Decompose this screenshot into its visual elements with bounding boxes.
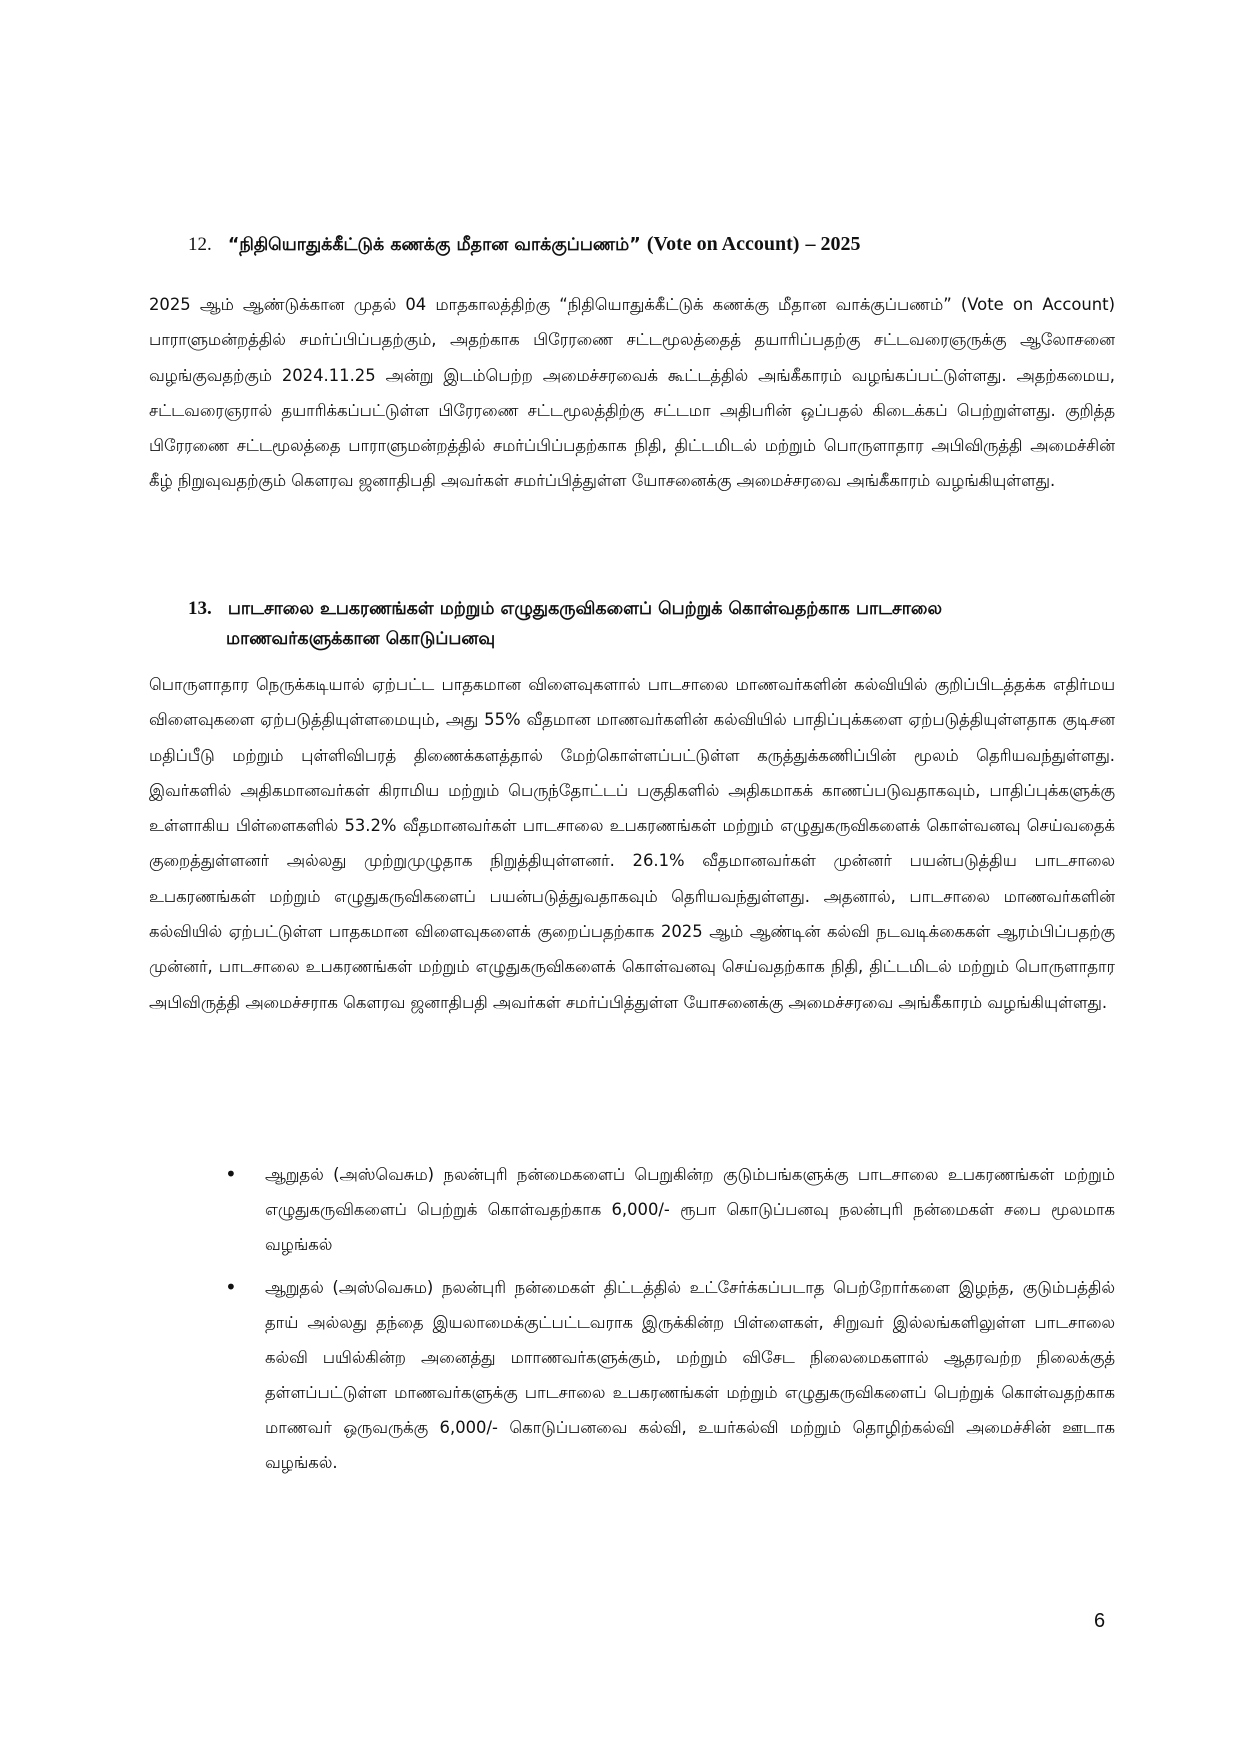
section-12-heading <box>188 229 861 260</box>
list-item <box>225 1270 1115 1480</box>
list-item-text: ஆறுதல் (அஸ்வெசும) நலன்புரி நன்மைகளைப் பெறுகின்ற குடும்பங்களுக்கு பாடசாலை உபகரணங்கள் மற்றும் எழுதுகருவிகளைப் பெற்றுக் கொள்வதற்காக 6,000/- ரூபா கொடுப்பனவு நலன்புரி நன்மைகள் சபை மூலமாக வழங்கல் <box>265 1165 1115 1254</box>
section-12-number: 12. <box>188 234 212 255</box>
page-number: 6 <box>1094 1610 1106 1632</box>
section-12-title-tamil: “நிதியொதுக்கீட்டுக் கணக்கு மீதான வாக்குப்பணம்” <box>227 235 641 255</box>
section-13-heading <box>188 594 1124 654</box>
list-item-text: ஆறுதல் (அஸ்வெசும) நலன்புரி நன்மைகள் திட்டத்தில் உட்சேர்க்கப்படாத பெற்றோர்களை இழந்த, குடும்பத்தில் தாய் அல்லது தந்தை இயலாமைக்குட்பட்டவராக இருக்கின்ற பிள்ளைகள், சிறுவர் இல்லங்களிலுள்ள பாடசாலை கல்வி பயில்கின்ற அனைத்து மாாணவர்களுக்கும், மற்றும் விசேட நிலைமைகளால் ஆதரவற்ற நிலைக்குத் தள்ளப்பட்டுள்ள மாணவர்களுக்கு பாடசாலை உபகரணங்கள் மற்றும் எழுதுகருவிகளைப் பெற்றுக் கொள்வதற்காக மாணவர் ஒருவருக்கு 6,000/- கொடுப்பனவை கல்வி, உயர்கல்வி மற்றும் தொழிற்கல்வி அமைச்சின் ஊடாக வழங்கல். <box>265 1278 1115 1472</box>
section-12-title-english: (Vote on Account) <box>646 233 800 255</box>
bullet-icon: • <box>225 1275 237 1299</box>
list-item <box>225 1157 1115 1262</box>
section-13-bullet-list <box>225 1157 1115 1488</box>
section-13-number: 13. <box>188 598 212 619</box>
bullet-icon: • <box>225 1162 237 1186</box>
section-12-paragraph: 2025 ஆம் ஆண்டுக்கான முதல் 04 மாதகாலத்திற்கு “நிதியொதுக்கீட்டுக் கணக்கு மீதான வாக்குப்பணம்” (Vote on Account) பாராளுமன்றத்தில் சமர்ப்பிப்பதற்கும், அதற்காக பிரேரணை சட்டமூலத்தைத் தயாரிப்பதற்கு சட்டவரைஞருக்கு ஆலோசனை வழங்குவதற்கும் 2024.11.25 அன்று இடம்பெற்ற அமைச்சரவைக் கூட்டத்தில் அங்கீகாரம் வழங்கப்பட்டுள்ளது. அதற்கமைய, சட்டவரைஞரால் தயாரிக்கப்பட்டுள்ள பிரேரணை சட்டமூலத்திற்கு சட்டமா அதிபரின் ஒப்பதல் கிடைக்கப் பெற்றுள்ளது. குறித்த பிரேரணை சட்டமூலத்தை பாராளுமன்றத்தில் சமர்ப்பிப்பதற்காக நிதி, திட்டமிடல் மற்றும் பொருளாதார அபிவிருத்தி அமைச்சின் கீழ் நிறுவுவதற்கும் கௌரவ ஜனாதிபதி அவர்கள் சமர்ப்பித்துள்ள யோசனைக்கு அமைச்சரவை அங்கீகாரம் வழங்கியுள்ளது. <box>149 295 1115 491</box>
section-13-title-line1: பாடசாலை உபகரணங்கள் மற்றும் எழுதுகருவிகளைப் பெற்றுக் கொள்வதற்காக பாடசாலை <box>227 599 942 619</box>
section-13-title-line2: மாணவர்களுக்கான கொடுப்பனவு <box>226 629 496 649</box>
section-12-title-year: – 2025 <box>805 233 861 255</box>
section-13-paragraph: பொருளாதார நெருக்கடியால் ஏற்பட்ட பாதகமான விளைவுகளால் பாடசாலை மாணவர்களின் கல்வியில் குறிப்பிடத்தக்க எதிர்மய விளைவுகளை ஏற்படுத்தியுள்ளமையும், அது 55% வீதமான மாணவர்களின் கல்வியில் பாதிப்புக்களை ஏற்படுத்தியுள்ளதாக குடிசன மதிப்பீடு மற்றும் புள்ளிவிபரத் திணைக்களத்தால் மேற்கொள்ளப்பட்டுள்ள கருத்துக்கணிப்பின் மூலம் தெரியவந்துள்ளது. இவர்களில் அதிகமானவர்கள் கிராமிய மற்றும் பெருந்தோட்டப் பகுதிகளில் அதிகமாகக் காணப்படுவதாகவும், பாதிப்புக்களுக்கு உள்ளாகிய பிள்ளைகளில் 53.2% வீதமானவர்கள் பாடசாலை உபகரணங்கள் மற்றும் எழுதுகருவிகளைக் கொள்வனவு செய்வதைக் குறைத்துள்ளனர் அல்லது முற்றுமுழுதாக நிறுத்தியுள்ளனர். 26.1% வீதமானவர்கள் முன்னர் பயன்படுத்திய பாடசாலை உபகரணங்கள் மற்றும் எழுதுகருவிகளைப் பயன்படுத்துவதாகவும் தெரியவந்துள்ளது. அதனால், பாடசாலை மாணவர்களின் கல்வியில் ஏற்பட்டுள்ள பாதகமான விளைவுகளைக் குறைப்பதற்காக 2025 ஆம் ஆண்டின் கல்வி நடவடிக்கைகள் ஆரம்பிப்பதற்கு முன்னர், பாடசாலை உபகரணங்கள் மற்றும் எழுதுகருவிகளைக் கொள்வனவு செய்வதற்காக நிதி, திட்டமிடல் மற்றும் பொருளாதார அபிவிருத்தி அமைச்சராக கௌரவ ஜனாதிபதி அவர்கள் சமர்ப்பித்துள்ள யோசனைக்கு அமைச்சரவை அங்கீகாரம் வழங்கியுள்ளது. <box>149 675 1115 1012</box>
